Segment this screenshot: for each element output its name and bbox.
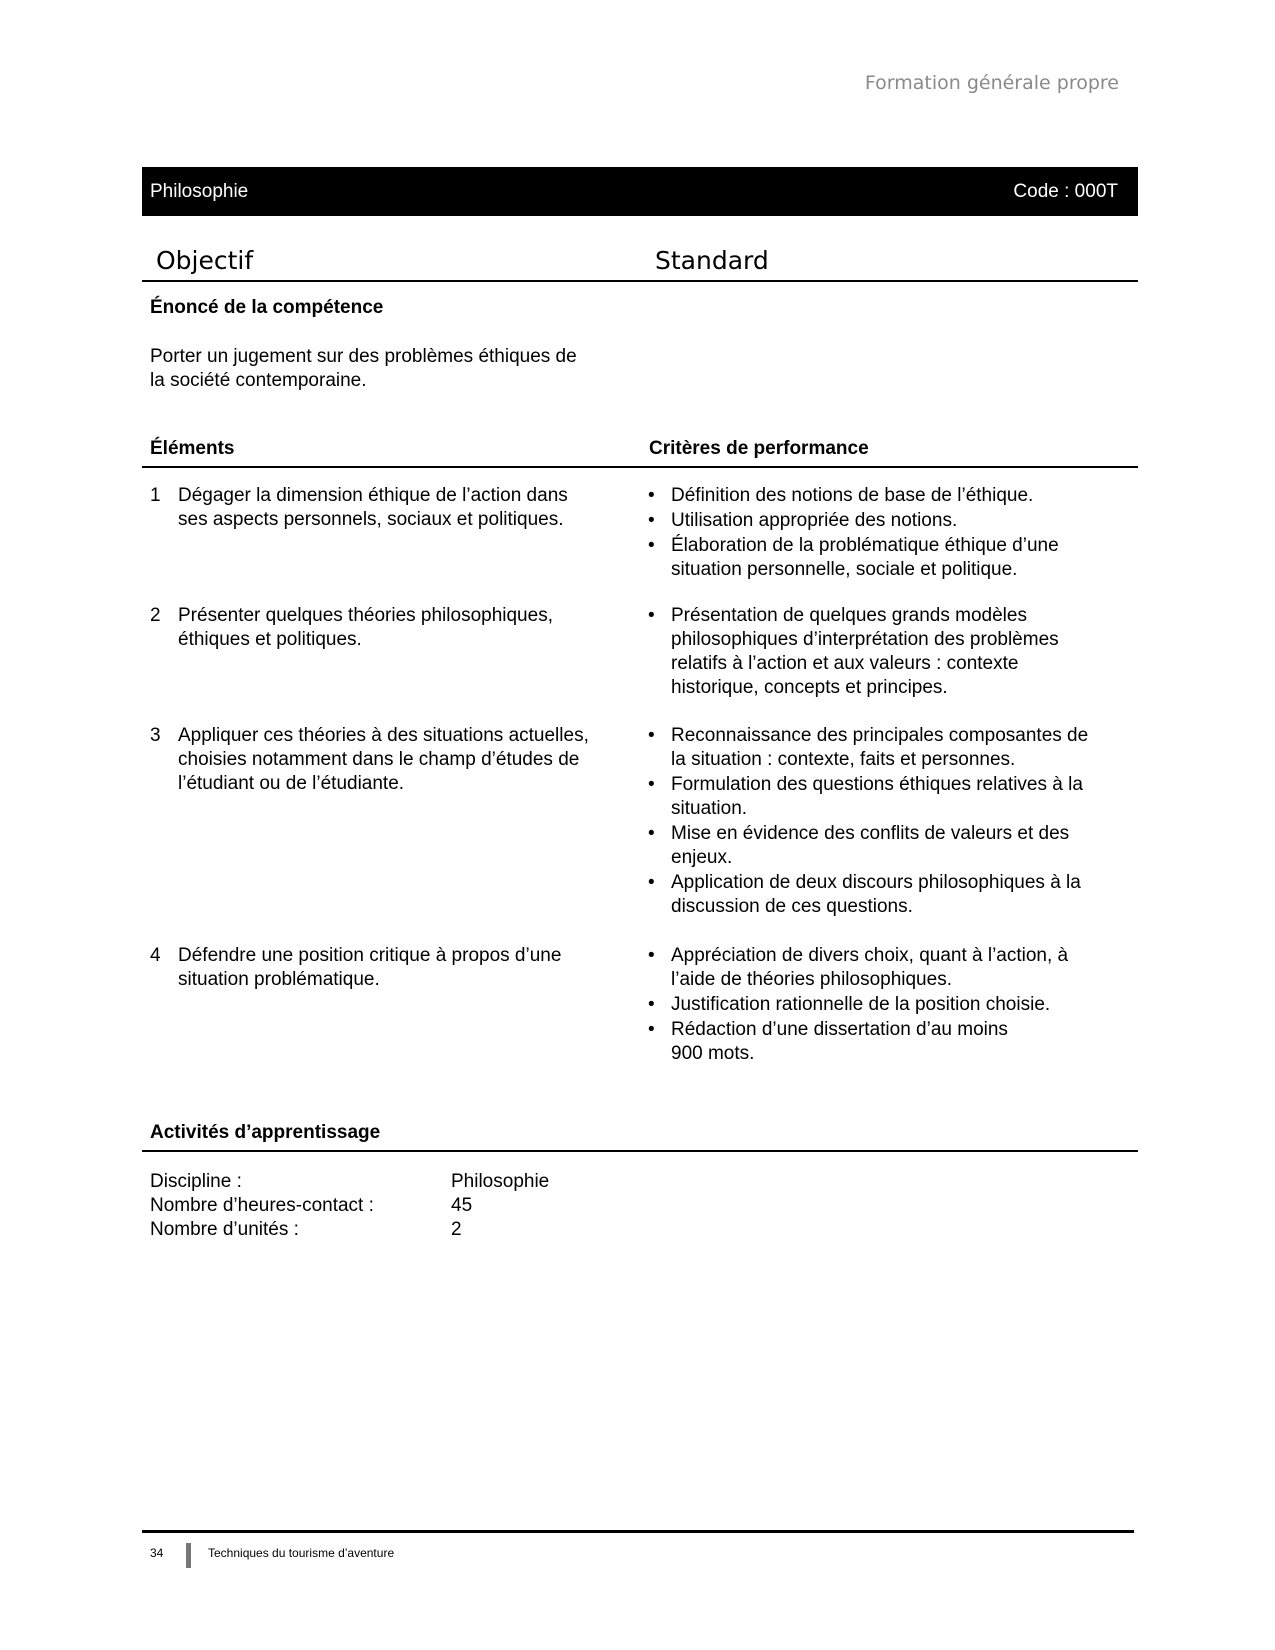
bullet-icon: • [648, 510, 655, 531]
criteria-heading: Critères de performance [649, 438, 869, 459]
elements-heading: Éléments [150, 438, 235, 459]
activities-heading: Activités d’apprentissage [150, 1122, 381, 1143]
criteria-item: • Mise en évidence des conflits de valeurs et des enjeux. [648, 823, 1070, 868]
activities-header [142, 1122, 1138, 1152]
standard-heading: Standard [655, 246, 769, 275]
competence-statement: Porter un jugement sur des problèmes éthiques de la société contemporaine. [150, 346, 577, 391]
element-item [150, 724, 640, 796]
bullet-icon: • [648, 774, 655, 795]
criteria-item: • Présentation de quelques grands modèles philosophiques d’interprétation des problèmes relatifs à l’action et aux valeurs : contexte historique, concepts et principes. [648, 605, 1059, 698]
bullet-icon: • [648, 485, 655, 506]
info-row [150, 1194, 549, 1218]
criteria-item: • Justification rationnelle de la position choisie. [648, 994, 1051, 1015]
footer-separator [186, 1543, 191, 1568]
element-item [150, 944, 640, 992]
footer-program: Techniques du tourisme d’aventure [208, 1546, 395, 1560]
activities-info [150, 1170, 549, 1242]
criteria-item: • Application de deux discours philosophiques à la discussion de ces questions. [648, 872, 1081, 917]
info-key: Nombre d’unités : [150, 1219, 299, 1240]
bullet-icon: • [648, 605, 655, 626]
bullet-icon: • [648, 823, 655, 844]
bullet-icon: • [648, 872, 655, 893]
element-item [150, 604, 640, 652]
bullet-icon: • [648, 994, 655, 1015]
element-number: 4 [150, 945, 161, 966]
course-code: Code : 000T [1013, 180, 1118, 202]
page-number: 34 [150, 1546, 164, 1560]
element-number: 1 [150, 485, 161, 506]
element-text: Défendre une position critique à propos d’une situation problématique. [178, 945, 562, 990]
elements-criteria-header [142, 436, 1138, 468]
element-item [150, 484, 640, 532]
info-value: 2 [451, 1219, 462, 1240]
info-key: Discipline : [150, 1171, 242, 1192]
element-number: 2 [150, 605, 161, 626]
bullet-icon: • [648, 1019, 655, 1040]
criteria-list [646, 724, 1138, 920]
course-subject: Philosophie [150, 180, 249, 202]
info-row [150, 1218, 549, 1242]
criteria-item: • Élaboration de la problématique éthique d’une situation personnelle, sociale et politique. [648, 535, 1059, 580]
element-number: 3 [150, 725, 161, 746]
criteria-item: • Reconnaissance des principales composantes de la situation : contexte, faits et personnes. [648, 725, 1089, 770]
competence-heading: Énoncé de la compétence [150, 297, 384, 318]
bullet-icon: • [648, 535, 655, 556]
info-value: 45 [451, 1195, 473, 1216]
criteria-item: • Définition des notions de base de l’éthique. [648, 485, 1034, 506]
footer-rule [142, 1530, 1134, 1533]
running-header: Formation générale propre [864, 72, 1119, 94]
course-title-bar [142, 167, 1138, 216]
element-text: Dégager la dimension éthique de l’action dans ses aspects personnels, sociaux et politiques. [178, 485, 568, 530]
info-value: Philosophie [451, 1171, 550, 1192]
bullet-icon: • [648, 725, 655, 746]
criteria-item: • Rédaction d’une dissertation d’au moins 900 mots. [648, 1019, 1008, 1064]
criteria-item: • Utilisation appropriée des notions. [648, 510, 958, 531]
element-text: Présenter quelques théories philosophiques, éthiques et politiques. [178, 605, 553, 650]
criteria-list [646, 604, 1138, 701]
criteria-item: • Appréciation de divers choix, quant à l’action, à l’aide de théories philosophiques. [648, 945, 1069, 990]
element-text: Appliquer ces théories à des situations actuelles, choisies notamment dans le champ d’études de l’étudiant ou de l’étudiante. [178, 725, 589, 794]
criteria-list [646, 944, 1138, 1067]
info-key: Nombre d’heures-contact : [150, 1195, 374, 1216]
objective-standard-header [142, 244, 1138, 282]
bullet-icon: • [648, 945, 655, 966]
criteria-list [646, 484, 1138, 583]
info-row [150, 1170, 549, 1194]
objective-heading: Objectif [156, 246, 254, 275]
criteria-item: • Formulation des questions éthiques relatives à la situation. [648, 774, 1083, 819]
